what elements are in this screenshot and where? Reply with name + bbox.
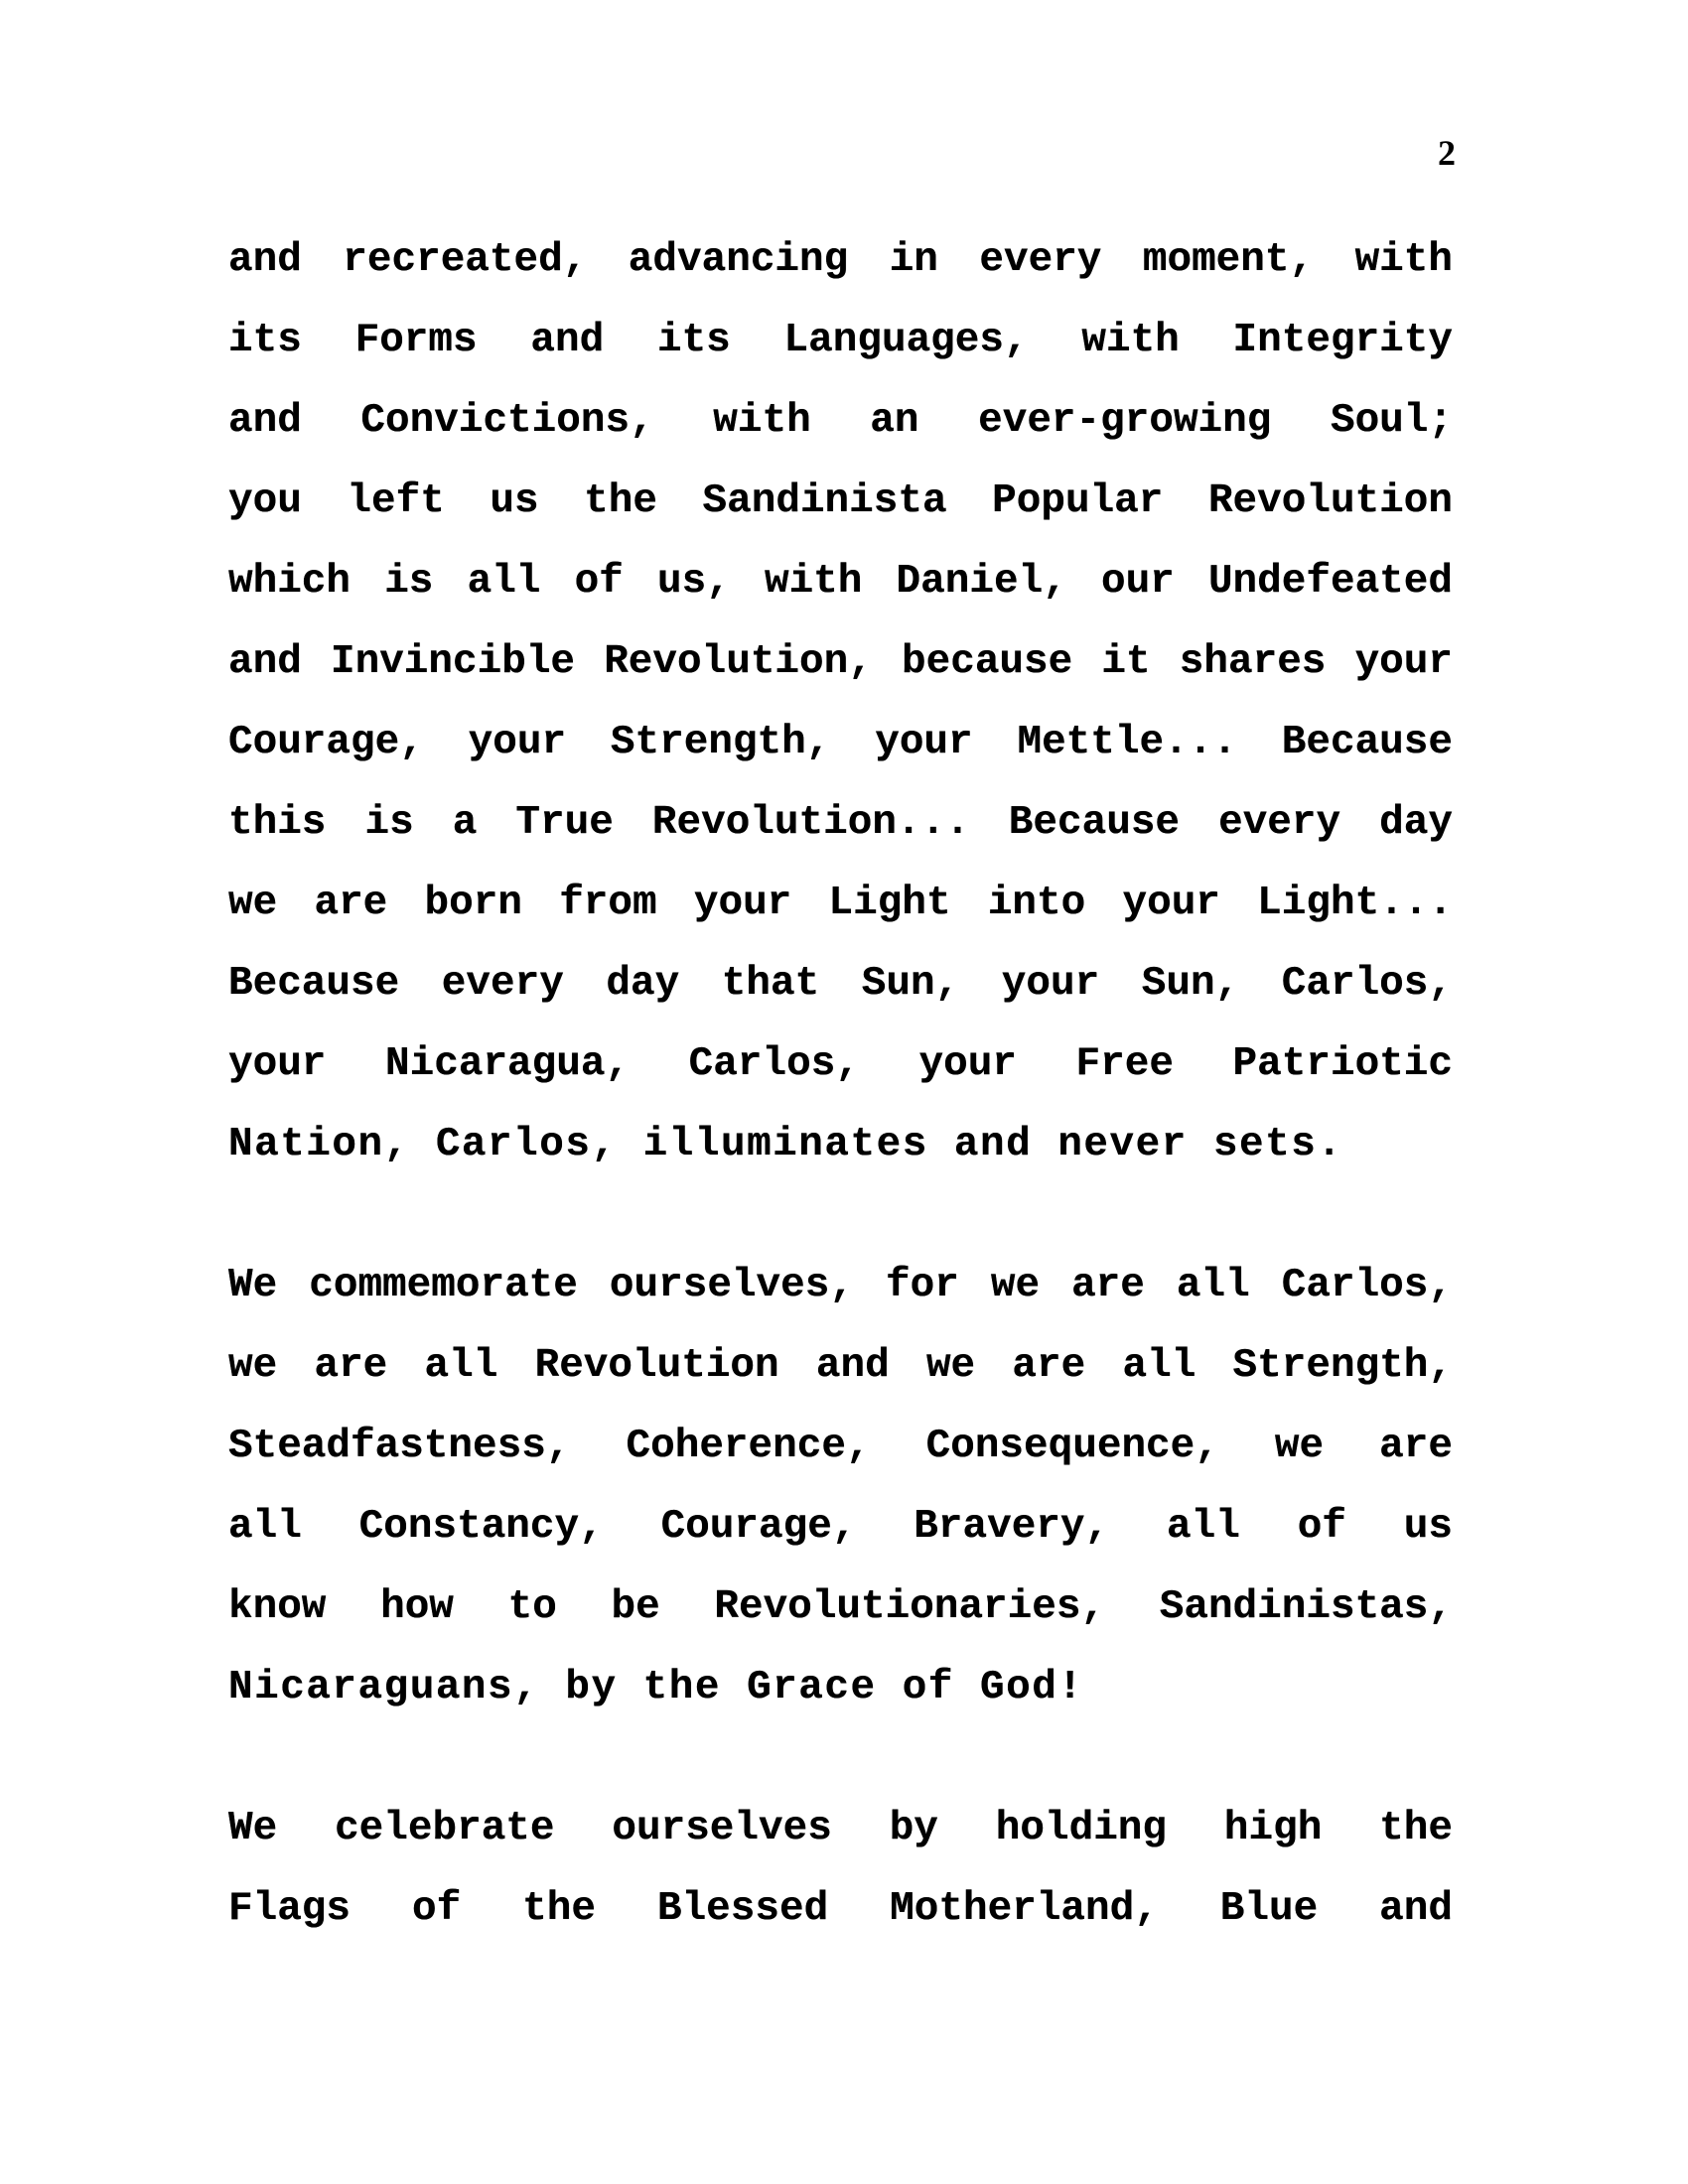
paragraph — [228, 1246, 1453, 1728]
text-line: Steadfastness, Coherence, Consequence, we are — [228, 1424, 1453, 1469]
text-line: We commemorate ourselves, for we are all Carlos, — [228, 1263, 1453, 1308]
text-line: your Nicaragua, Carlos, your Free Patriotic — [228, 1041, 1453, 1087]
text-line: Nation, Carlos, illuminates and never sets. — [228, 1122, 1343, 1167]
text-line: and Convictions, with an ever-growing Soul; — [228, 398, 1453, 444]
paragraph — [228, 220, 1453, 1185]
text-line: its Forms and its Languages, with Integrity — [228, 318, 1453, 363]
text-line: Flags of the Blessed Motherland, Blue and — [228, 1886, 1453, 1932]
text-line: Nicaraguans, by the Grace of God! — [228, 1665, 1084, 1710]
text-line: know how to be Revolutionaries, Sandinistas, — [228, 1584, 1453, 1630]
page-number: 2 — [1438, 133, 1456, 173]
text-line: we are all Revolution and we are all Strength, — [228, 1343, 1453, 1389]
text-line: Because every day that Sun, your Sun, Carlos, — [228, 961, 1453, 1007]
text-line: Courage, your Strength, your Mettle... Because — [228, 720, 1453, 765]
text-line: We celebrate ourselves by holding high the — [228, 1806, 1453, 1851]
text-line: and recreated, advancing in every moment, with — [228, 237, 1453, 283]
text-line: this is a True Revolution... Because every day — [228, 800, 1453, 846]
text-line: we are born from your Light into your Light... — [228, 881, 1453, 926]
text-line: you left us the Sandinista Popular Revolution — [228, 478, 1453, 524]
text-line: which is all of us, with Daniel, our Undefeated — [228, 559, 1453, 605]
text-line: and Invincible Revolution, because it shares your — [228, 639, 1453, 685]
document-content — [228, 220, 1453, 1950]
paragraph — [228, 1789, 1453, 1950]
text-line: all Constancy, Courage, Bravery, all of us — [228, 1504, 1453, 1550]
